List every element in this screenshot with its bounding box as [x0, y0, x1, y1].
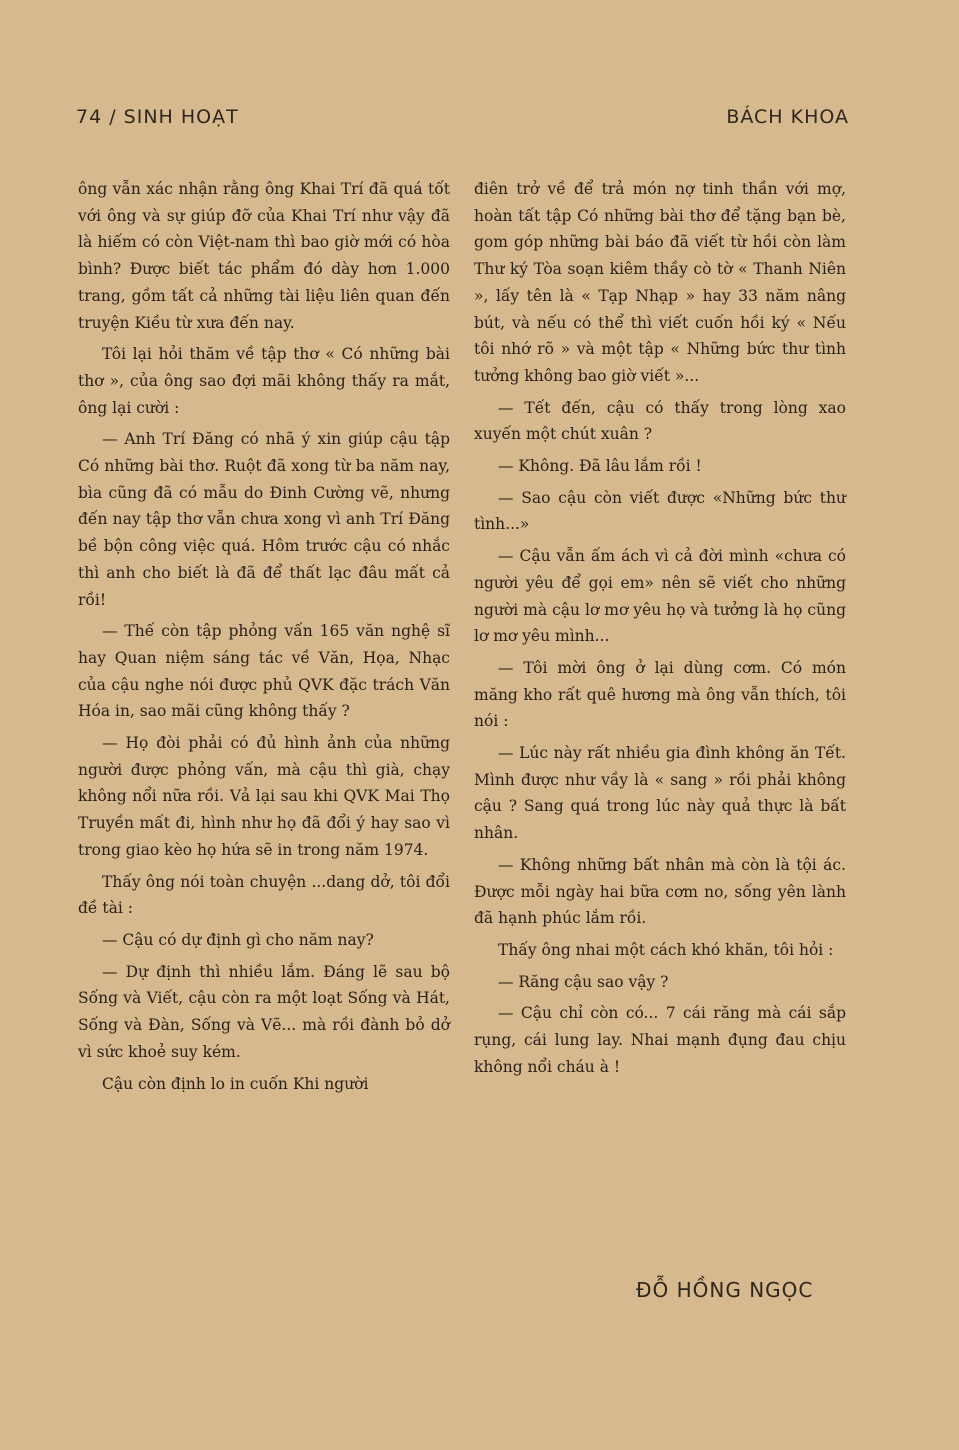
paragraph: — Thế còn tập phỏng vấn 165 văn nghệ sĩ hay Quan niệm sáng tác về Văn, Họa, Nhạc của cậu nghe nói được phủ QVK đặc trách Văn Hóa in, sao mãi cũng không thấy ? [78, 622, 450, 721]
paragraph: Cậu còn định lo in cuốn Khi người [102, 1074, 369, 1093]
left-column [78, 176, 450, 1102]
paragraph: — Không những bất nhân mà còn là tội ác. Được mỗi ngày hai bữa cơm no, sống yên lành đã hạnh phúc lắm rồi. [474, 855, 846, 928]
paragraph: — Cậu có dự định gì cho năm nay? [102, 930, 374, 949]
paragraph: điên trở về để trả món nợ tinh thần với mợ, hoàn tất tập Có những bài thơ để tặng bạn bè, gom góp những bài báo đã viết từ hồi còn làm Thư ký Tòa soạn kiêm thầy cò tờ « Thanh Niên », lấy tên là « Tạp Nhạp » hay 33 năm nâng bút, và nếu có thể thì viết cuốn hồi ký « Nếu tôi nhớ rõ » và một tập « Những bức thư tình tưởng không bao giờ viết »... [474, 180, 846, 385]
magazine-title: BÁCH KHOA [726, 106, 849, 128]
paragraph: Thấy ông nói toàn chuyện ...dang dở, tôi đổi đề tài : [78, 872, 450, 918]
author-signature: ĐỖ HỒNG NGỌC [636, 1278, 814, 1302]
right-column [474, 176, 846, 1086]
paragraph: — Lúc này rất nhiều gia đình không ăn Tết. Mình được như vầy là « sang » rồi phải không cậu ? Sang quá trong lúc này quả thực là bất nhân. [474, 744, 846, 843]
paragraph: — Sao cậu còn viết được «Những bức thư tình...» [474, 488, 846, 534]
paragraph: — Không. Đã lâu lắm rồi ! [498, 457, 702, 476]
paragraph: — Anh Trí Đăng có nhã ý xin giúp cậu tập Có những bài thơ. Ruột đã xong từ ba năm nay, bìa cũng đã có mẫu do Đinh Cường vẽ, nhưng đến nay tập thơ vẫn chưa xong vì anh Trí Đăng bề bộn công việc quá. Hôm trước cậu có nhắc thì anh cho biết là đã để thất lạc đâu mất cả rồi! [78, 430, 450, 609]
paragraph: — Dự định thì nhiều lắm. Đáng lẽ sau bộ Sống và Viết, cậu còn ra một loạt Sống và Hát, Sống và Đàn, Sống và Vẽ... mà rồi đành bỏ dở vì sức khoẻ suy kém. [78, 962, 450, 1061]
paragraph: — Tết đến, cậu có thấy trong lòng xao xuyến một chút xuân ? [474, 398, 846, 444]
paragraph: Thấy ông nhai một cách khó khăn, tôi hỏi : [498, 940, 834, 959]
paragraph: ông vẫn xác nhận rằng ông Khai Trí đã quá tốt với ông và sự giúp đỡ của Khai Trí như vậy đã là hiếm có còn Việt-nam thì bao giờ mới có hòa bình? Được biết tác phẩm đó dày hơn 1.000 trang, gồm tất cả những tài liệu liên quan đến truyện Kiều từ xưa đến nay. [78, 180, 450, 332]
paragraph: — Tôi mời ông ở lại dùng cơm. Có món măng kho rất quê hương mà ông vẫn thích, tôi nói : [474, 658, 846, 731]
paragraph: — Răng cậu sao vậy ? [498, 972, 669, 991]
paragraph: — Họ đòi phải có đủ hình ảnh của những người được phỏng vấn, mà cậu thì già, chạy không nổi nữa rồi. Vả lại sau khi QVK Mai Thọ Truyền mất đi, hình như họ đã đổi ý hay sao vì trong giao kèo họ hứa sẽ in trong năm 1974. [78, 734, 450, 859]
paragraph: Tôi lại hỏi thăm về tập thơ « Có những bài thơ », của ông sao đợi mãi không thấy ra mắt, ông lại cười : [78, 345, 450, 417]
paragraph: — Cậu vẫn ấm ách vì cả đời mình «chưa có người yêu để gọi em» nên sẽ viết cho những người mà cậu lơ mơ yêu họ và tưởng là họ cũng lơ mơ yêu mình... [474, 547, 846, 646]
page-number-section: 74 / SINH HOẠT [76, 106, 239, 128]
paragraph: — Cậu chỉ còn có... 7 cái răng mà cái sắp rụng, cái lung lay. Nhai mạnh đụng đau chịu không nổi cháu à ! [474, 1004, 846, 1076]
page-header [76, 106, 849, 128]
